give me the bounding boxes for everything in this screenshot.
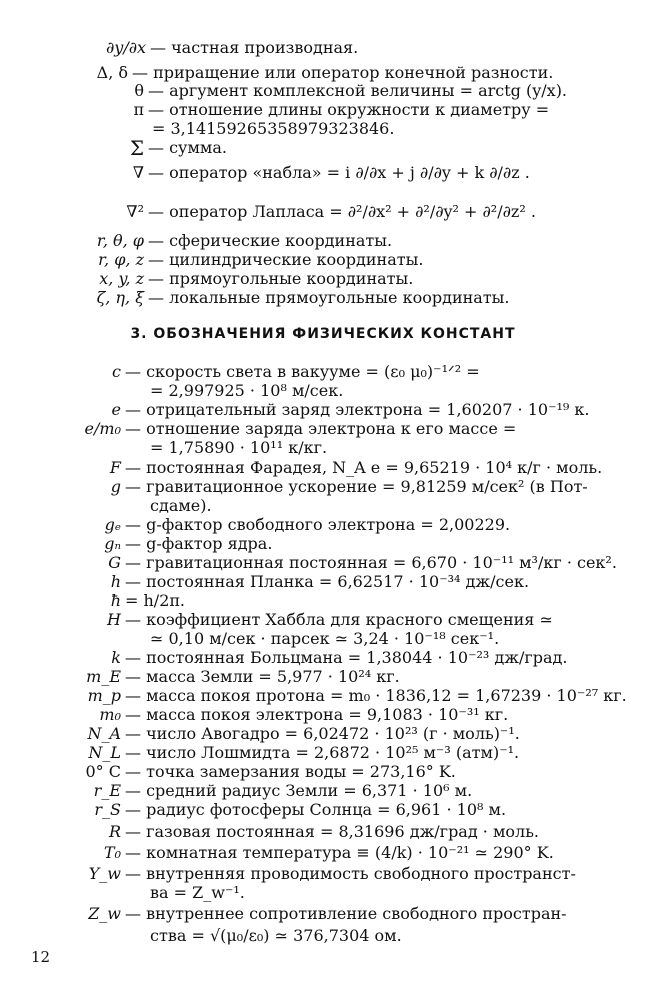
definition: — сумма. <box>148 138 227 157</box>
symbol: x, y, z <box>99 269 144 288</box>
definition: — внутренняя проводимость свободного пространст- <box>125 864 576 883</box>
definition: — постоянная Планка = 6,62517 · 10⁻³⁴ дж/сек. <box>125 572 530 591</box>
symbol: c <box>112 362 121 381</box>
definition: — оператор «набла» = i ∂/∂x + j ∂/∂y + k ∂/∂z . <box>148 163 530 182</box>
symbol: r_S <box>94 800 121 819</box>
definition: — прямоугольные координаты. <box>148 269 414 288</box>
symbol: N_A <box>87 724 121 743</box>
definition: — число Лошмидта = 2,6872 · 10²⁵ м⁻³ (атм)⁻¹. <box>125 743 520 762</box>
definition: — цилиндрические координаты. <box>148 250 424 269</box>
definition: — оператор Лапласа = ∂²/∂x² + ∂²/∂y² + ∂²/∂z² . <box>148 202 536 221</box>
symbol: r, θ, φ <box>96 231 144 250</box>
definition-continuation: ≃ 0,10 м/сек · парсек ≃ 3,24 · 10⁻¹⁸ сек⁻¹. <box>150 629 500 648</box>
definition: — g-фактор свободного электрона = 2,00229. <box>125 515 511 534</box>
definition: — гравитационная постоянная = 6,670 · 10⁻¹¹ м³/кг · сек². <box>125 553 617 572</box>
symbol: G <box>108 553 121 572</box>
definition-continuation: ва = Z_w⁻¹. <box>150 883 245 902</box>
definition: — скорость света в вакууме = (ε₀ μ₀)⁻¹ᐟ² = <box>125 362 480 381</box>
symbol: Σ <box>129 136 144 160</box>
definition: — число Авогадро = 6,02472 · 10²³ (г · моль)⁻¹. <box>125 724 520 743</box>
symbol: Y_w <box>88 864 121 883</box>
definition: — постоянная Больцмана = 1,38044 · 10⁻²³ дж/град. <box>125 648 568 667</box>
definition: — приращение или оператор конечной разности. <box>132 63 554 82</box>
definition: — частная производная. <box>150 38 359 57</box>
definition: — коэффициент Хаббла для красного смещения ≃ <box>125 610 553 629</box>
symbol: H <box>107 610 121 629</box>
symbol: ħ <box>110 591 121 610</box>
definition-continuation: = 1,75890 · 10¹¹ к/кг. <box>150 438 328 457</box>
symbol: T₀ <box>103 843 121 862</box>
symbol: ∂y/∂x <box>106 38 146 57</box>
symbol: F <box>109 458 121 477</box>
definition-continuation: ства = √(μ₀/ε₀) ≃ 376,7304 ом. <box>150 926 402 945</box>
symbol: k <box>111 648 121 667</box>
symbol: e/m₀ <box>84 419 121 438</box>
symbol: g <box>110 477 121 496</box>
section-heading: 3. ОБОЗНАЧЕНИЯ ФИЗИЧЕСКИХ КОНСТАНТ <box>130 326 516 342</box>
symbol: gₑ <box>104 515 121 534</box>
definition: — внутреннее сопротивление свободного простран- <box>125 904 567 923</box>
definition: — точка замерзания воды = 273,16° K. <box>125 762 456 781</box>
symbol: r, φ, z <box>98 250 144 269</box>
symbol: ζ, η, ξ <box>96 288 144 307</box>
definition: — g-фактор ядра. <box>125 534 273 553</box>
symbol: m_E <box>86 667 121 686</box>
symbol: e <box>111 400 121 419</box>
symbol: Δ, δ <box>96 63 128 82</box>
symbol: gₙ <box>104 534 121 553</box>
symbol: π <box>133 100 144 119</box>
symbol: h <box>110 572 121 591</box>
definition-continuation: = 3,14159265358979323846. <box>152 119 395 138</box>
definition: — постоянная Фарадея, N_A e = 9,65219 · 10⁴ к/г · моль. <box>125 458 603 477</box>
symbol: ∇² <box>126 202 144 221</box>
definition: = h/2π. <box>125 591 185 610</box>
definition: — масса покоя протона = m₀ · 1836,12 = 1,67239 · 10⁻²⁷ кг. <box>125 686 627 705</box>
definition: — масса покоя электрона = 9,1083 · 10⁻³¹ кг. <box>125 705 509 724</box>
definition: — отношение длины окружности к диаметру = <box>148 100 550 119</box>
page-number: 12 <box>31 948 51 966</box>
definition: — локальные прямоугольные координаты. <box>148 288 510 307</box>
symbol: m_p <box>87 686 121 705</box>
definition: — радиус фотосферы Солнца = 6,961 · 10⁸ м. <box>125 800 507 819</box>
symbol: r_E <box>93 781 121 800</box>
definition-continuation: сдаме). <box>150 496 212 515</box>
definition: — средний радиус Земли = 6,371 · 10⁶ м. <box>125 781 473 800</box>
definition: — масса Земли = 5,977 · 10²⁴ кг. <box>125 667 400 686</box>
symbol: ∇ <box>132 163 144 182</box>
symbol: m₀ <box>99 705 121 724</box>
definition: — отношение заряда электрона к его массе = <box>125 419 517 438</box>
definition: — отрицательный заряд электрона = 1,60207 · 10⁻¹⁹ к. <box>125 400 590 419</box>
definition: — газовая постоянная = 8,31696 дж/град · моль. <box>125 822 539 841</box>
definition: — сферические координаты. <box>148 231 393 250</box>
symbol: 0° C <box>85 762 121 781</box>
symbol: R <box>108 822 121 841</box>
symbol: N_L <box>88 743 121 762</box>
definition-continuation: = 2,997925 · 10⁸ м/сек. <box>150 381 344 400</box>
definition: — гравитационное ускорение = 9,81259 м/сек² (в Пот- <box>125 477 588 496</box>
symbol: θ <box>134 81 144 100</box>
definition: — комнатная температура ≡ (4/k) · 10⁻²¹ ≃ 290° K. <box>125 843 554 862</box>
definition: — аргумент комплексной величины = arctg (y/x). <box>148 81 568 100</box>
symbol: Z_w <box>88 904 121 923</box>
